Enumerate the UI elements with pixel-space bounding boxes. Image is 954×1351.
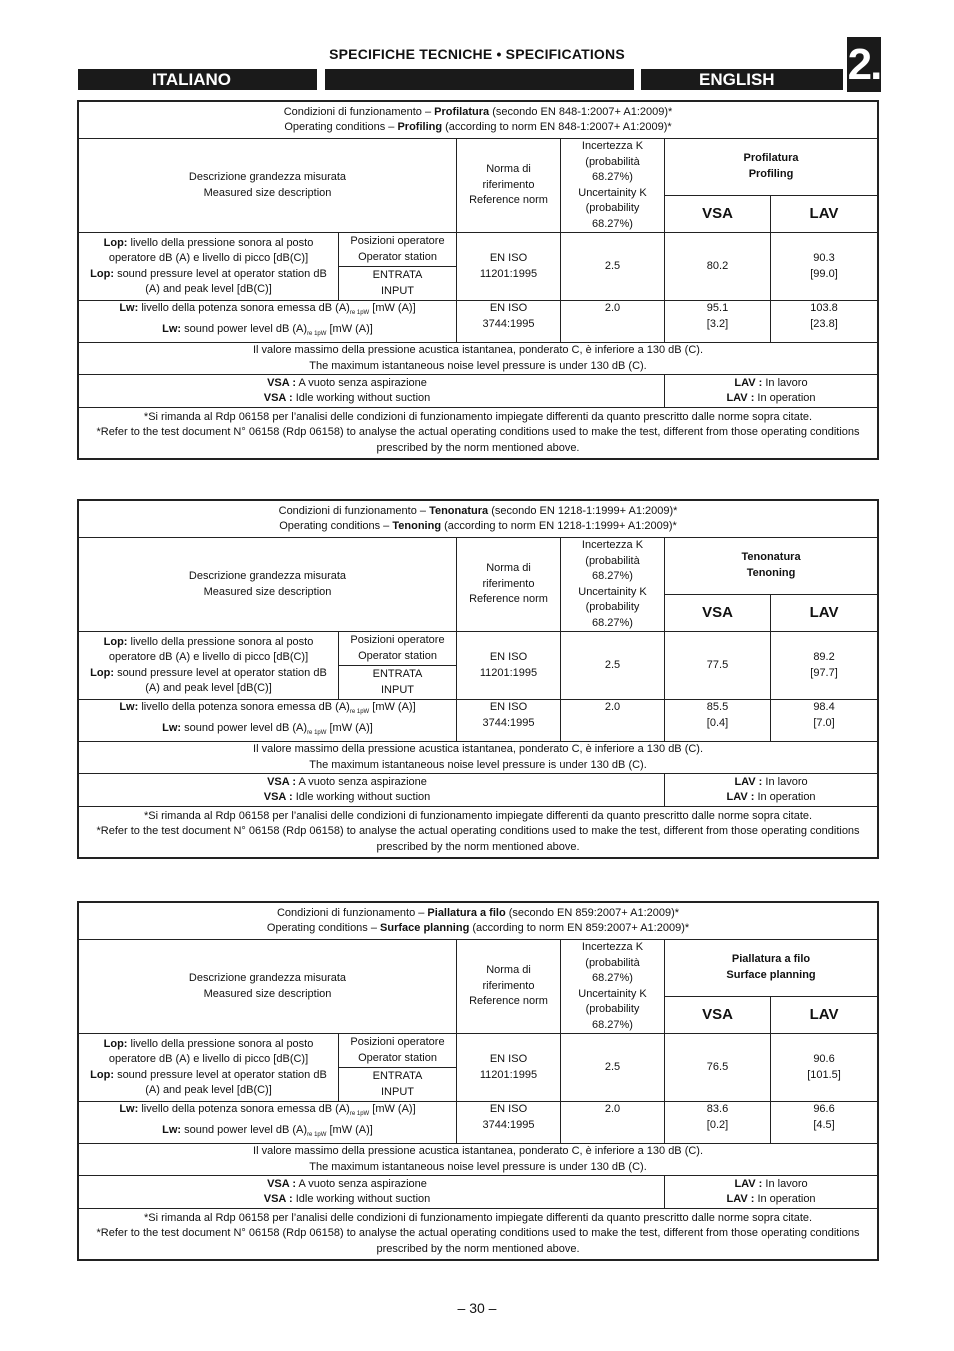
page-header-title: SPECIFICHE TECNICHE • SPECIFICATIONS — [329, 46, 625, 62]
lw-row — [79, 301, 878, 343]
lw-norm: EN ISO 3744:1995 — [457, 700, 561, 742]
footnote: *Si rimanda al Rdp 06158 per l’analisi delle condizioni di funzionamento impiegate differenti da quanto prescritto dalle norme sopra citate. *Refer to the test document N° 06158 (Rdp 06158) to analyse the actual operating conditions used to make the test, different from those operating conditions prescribed by the norm mentioned above. — [79, 807, 878, 858]
lop-description: Lop: livello della pressione sonora al posto operatore dB (A) e livello di picco [dB(C)] Lop: sound pressure level at operator station dB (A) and peak level [dB(C)] — [79, 632, 339, 700]
conditions-cell — [79, 102, 878, 139]
lop-vsa-value: 76.5 — [665, 1034, 771, 1102]
lop-lav-value: 89.2 [97.7] — [771, 632, 878, 700]
conditions-en: Operating conditions – Tenoning (according to norm EN 1218-1:1999+ A1:2009)* — [279, 520, 677, 532]
norm-header: Norma di riferimento Reference norm — [457, 139, 561, 233]
lop-vsa-value: 77.5 — [665, 632, 771, 700]
language-band-english — [641, 69, 843, 90]
lop-row — [79, 632, 878, 700]
lw-lav-value: 98.4 [7.0] — [771, 700, 878, 742]
lw-norm: EN ISO 3744:1995 — [457, 301, 561, 343]
vsa-legend: VSA : A vuoto senza aspirazione VSA : Idle working without suction — [79, 1176, 665, 1209]
conditions-it: Condizioni di funzionamento – Profilatura (secondo EN 848-1:2007+ A1:2009)* — [283, 105, 673, 118]
lop-description: Lop: livello della pressione sonora al posto operatore dB (A) e livello di picco [dB(C)] Lop: sound pressure level at operator station dB (A) and peak level [dB(C)] — [79, 1034, 339, 1102]
lop-norm: EN ISO 11201:1995 — [457, 632, 561, 700]
conditions-it: Condizioni di funzionamento – Tenonatura (secondo EN 1218-1:1999+ A1:2009)* — [278, 504, 678, 517]
legend-row — [79, 774, 878, 807]
header-row — [79, 538, 878, 595]
lop-uncertainty: 2.5 — [561, 632, 665, 700]
max-pressure-row — [79, 742, 878, 774]
language-band-middle — [325, 69, 634, 90]
lop-row — [79, 233, 878, 301]
page-number: – 30 – — [457, 1300, 497, 1316]
lop-description: Lop: livello della pressione sonora al posto operatore dB (A) e livello di picco [dB(C)] Lop: sound pressure level at operator station dB (A) and peak level [dB(C)] — [79, 233, 339, 301]
footnote: *Si rimanda al Rdp 06158 per l’analisi delle condizioni di funzionamento impiegate differenti da quanto prescritto dalle norme sopra citate. *Refer to the test document N° 06158 (Rdp 06158) to analyse the actual operating conditions used to make the test, different from those operating conditions prescribed by the norm mentioned above. — [79, 1209, 878, 1260]
conditions-en: Operating conditions – Profiling (according to norm EN 848-1:2007+ A1:2009)* — [284, 121, 672, 133]
description-header: Descrizione grandezza misurata Measured size description — [79, 538, 457, 632]
conditions-en: Operating conditions – Surface planning (according to norm EN 859:2007+ A1:2009)* — [266, 922, 690, 934]
lav-header: LAV — [771, 195, 878, 232]
lop-vsa-value: 80.2 — [665, 233, 771, 301]
lw-lav-value: 103.8 [23.8] — [771, 301, 878, 343]
vsa-legend: VSA : A vuoto senza aspirazione VSA : Idle working without suction — [79, 774, 665, 807]
lop-norm: EN ISO 11201:1995 — [457, 1034, 561, 1102]
description-header: Descrizione grandezza misurata Measured size description — [79, 940, 457, 1034]
lw-description: Lw: livello della potenza sonora emessa dB $(A)_{re 1pW}$ [mW (A)] Lw: sound power level dB $(A)_{re 1pW}$ [mW (A)] — [79, 301, 457, 343]
conditions-it: Condizioni di funzionamento – Piallatura a filo (secondo EN 859:2007+ A1:2009)* — [276, 906, 680, 919]
lw-description: Lw: livello della potenza sonora emessa dB $(A)_{re 1pW}$ [mW (A)] Lw: sound power level dB $(A)_{re 1pW}$ [mW (A)] — [79, 1102, 457, 1144]
vsa-header: VSA — [665, 594, 771, 631]
conditions-row — [79, 102, 878, 139]
conditions-cell — [79, 903, 878, 940]
operation-header: Tenonatura Tenoning — [665, 538, 878, 595]
conditions-row — [79, 501, 878, 538]
lav-legend: LAV : In lavoro LAV : In operation — [665, 1176, 878, 1209]
max-pressure-note: Il valore massimo della pressione acustica istantanea, ponderato C, è inferiore a 130 dB (C). The maximum istantaneous noise level pressure is under 130 dB (C). — [79, 742, 878, 774]
lw-vsa-value: 85.5 [0.4] — [665, 700, 771, 742]
lop-lav-value: 90.6 [101.5] — [771, 1034, 878, 1102]
lop-row — [79, 1034, 878, 1102]
spec-table-3 — [78, 902, 878, 1260]
lw-vsa-value: 83.6 [0.2] — [665, 1102, 771, 1144]
description-header: Descrizione grandezza misurata Measured size description — [79, 139, 457, 233]
operation-header: Piallatura a filo Surface planning — [665, 940, 878, 997]
lw-row — [79, 700, 878, 742]
lav-header: LAV — [771, 996, 878, 1033]
max-pressure-note: Il valore massimo della pressione acustica istantanea, ponderato C, è inferiore a 130 dB (C). The maximum istantaneous noise level pressure is under 130 dB (C). — [79, 1144, 878, 1176]
lav-legend: LAV : In lavoro LAV : In operation — [665, 375, 878, 408]
lop-lav-value: 90.3 [99.0] — [771, 233, 878, 301]
footnote-row — [79, 1209, 878, 1260]
english-label: ENGLISH — [699, 70, 775, 89]
conditions-cell — [79, 501, 878, 538]
lw-description: Lw: livello della potenza sonora emessa dB $(A)_{re 1pW}$ [mW (A)] Lw: sound power level dB $(A)_{re 1pW}$ [mW (A)] — [79, 700, 457, 742]
chapter-number: 2. — [847, 37, 881, 92]
max-pressure-row — [79, 1144, 878, 1176]
operator-position: Posizioni operatore Operator station ENTRATA INPUT — [339, 233, 457, 301]
norm-header: Norma di riferimento Reference norm — [457, 538, 561, 632]
lw-row — [79, 1102, 878, 1144]
lav-legend: LAV : In lavoro LAV : In operation — [665, 774, 878, 807]
lw-vsa-value: 95.1 [3.2] — [665, 301, 771, 343]
uncertainty-header: Incertezza K (probabilità 68.27%) Uncertainity K (probability 68.27%) — [561, 139, 665, 233]
lw-uncertainty: 2.0 — [561, 301, 665, 343]
italiano-label: ITALIANO — [152, 70, 232, 89]
vsa-legend: VSA : A vuoto senza aspirazione VSA : Idle working without suction — [79, 375, 665, 408]
max-pressure-row — [79, 343, 878, 375]
header-row — [79, 940, 878, 997]
operator-position: Posizioni operatore Operator station ENTRATA INPUT — [339, 1034, 457, 1102]
lw-uncertainty: 2.0 — [561, 700, 665, 742]
vsa-header: VSA — [665, 195, 771, 232]
footnote-row — [79, 408, 878, 459]
lw-lav-value: 96.6 [4.5] — [771, 1102, 878, 1144]
lw-norm: EN ISO 3744:1995 — [457, 1102, 561, 1144]
footnote: *Si rimanda al Rdp 06158 per l’analisi delle condizioni di funzionamento impiegate differenti da quanto prescritto dalle norme sopra citate. *Refer to the test document N° 06158 (Rdp 06158) to analyse the actual operating conditions used to make the test, different from those operating conditions prescribed by the norm mentioned above. — [79, 408, 878, 459]
lop-uncertainty: 2.5 — [561, 233, 665, 301]
uncertainty-header: Incertezza K (probabilità 68.27%) Uncertainity K (probability 68.27%) — [561, 940, 665, 1034]
lop-uncertainty: 2.5 — [561, 1034, 665, 1102]
lw-uncertainty: 2.0 — [561, 1102, 665, 1144]
operation-header: Profilatura Profiling — [665, 139, 878, 196]
norm-header: Norma di riferimento Reference norm — [457, 940, 561, 1034]
legend-row — [79, 1176, 878, 1209]
max-pressure-note: Il valore massimo della pressione acustica istantanea, ponderato C, è inferiore a 130 dB (C). The maximum istantaneous noise level pressure is under 130 dB (C). — [79, 343, 878, 375]
legend-row — [79, 375, 878, 408]
spec-table-1 — [78, 101, 878, 459]
header-row — [79, 139, 878, 196]
uncertainty-header: Incertezza K (probabilità 68.27%) Uncertainity K (probability 68.27%) — [561, 538, 665, 632]
lav-header: LAV — [771, 594, 878, 631]
footnote-row — [79, 807, 878, 858]
lop-norm: EN ISO 11201:1995 — [457, 233, 561, 301]
operator-position: Posizioni operatore Operator station ENTRATA INPUT — [339, 632, 457, 700]
vsa-header: VSA — [665, 996, 771, 1033]
spec-table-2 — [78, 500, 878, 858]
language-band-italiano — [78, 69, 317, 90]
conditions-row — [79, 903, 878, 940]
